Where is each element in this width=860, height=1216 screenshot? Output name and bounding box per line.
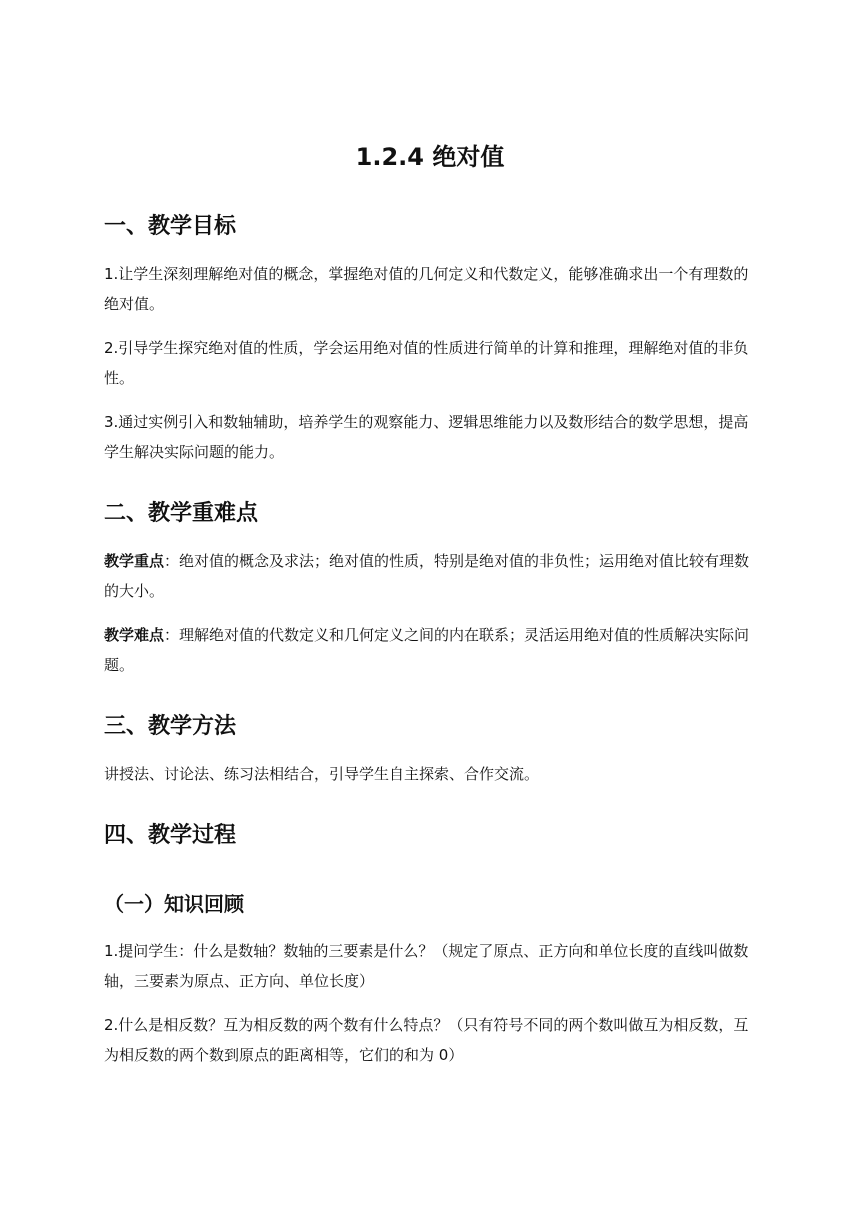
teaching-focus-paragraph xyxy=(104,546,756,606)
review-item-2: 2.什么是相反数？互为相反数的两个数有什么特点？（只有符号不同的两个数叫做互为相反数，互为相反数的两个数到原点的距离相等，它们的和为 0） xyxy=(104,1016,749,1064)
teaching-difficulty-paragraph xyxy=(104,620,756,680)
document-title: 1.2.4 绝对值 xyxy=(355,143,505,171)
section-heading-objectives: 一、教学目标 xyxy=(104,214,237,239)
objective-item-1: 1.让学生深刻理解绝对值的概念，掌握绝对值的几何定义和代数定义，能够准确求出一个有理数的绝对值。 xyxy=(104,265,749,313)
section-heading-methods: 三、教学方法 xyxy=(104,714,237,739)
teaching-difficulty-text: ：理解绝对值的代数定义和几何定义之间的内在联系；灵活运用绝对值的性质解决实际问题。 xyxy=(104,626,750,674)
subsection-heading-review: （一）知识回顾 xyxy=(104,892,244,916)
teaching-focus-label: 教学重点 xyxy=(104,552,165,570)
section-heading-key-points: 二、教学重难点 xyxy=(104,501,259,526)
section-heading-process: 四、教学过程 xyxy=(104,823,237,848)
teaching-difficulty-label: 教学难点 xyxy=(104,626,165,644)
objective-item-2: 2.引导学生探究绝对值的性质，学会运用绝对值的性质进行简单的计算和推理，理解绝对值的非负性。 xyxy=(104,339,749,387)
methods-text: 讲授法、讨论法、练习法相结合，引导学生自主探索、合作交流。 xyxy=(104,765,540,783)
review-item-1: 1.提问学生：什么是数轴？数轴的三要素是什么？（规定了原点、正方向和单位长度的直线叫做数轴，三要素为原点、正方向、单位长度） xyxy=(104,942,749,990)
objective-item-3: 3.通过实例引入和数轴辅助，培养学生的观察能力、逻辑思维能力以及数形结合的数学思想，提高学生解决实际问题的能力。 xyxy=(104,413,749,461)
teaching-focus-text: ：绝对值的概念及求法；绝对值的性质，特别是绝对值的非负性；运用绝对值比较有理数的大小。 xyxy=(104,552,750,600)
